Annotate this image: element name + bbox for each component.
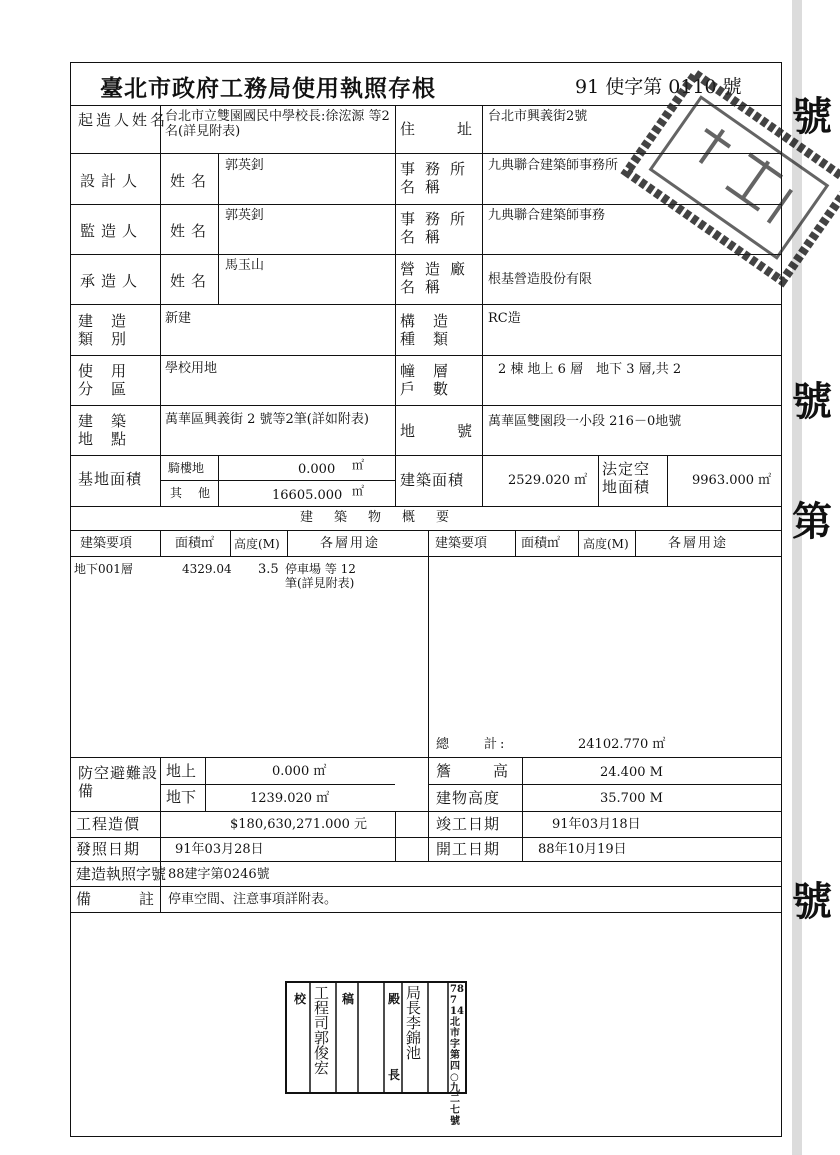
- build-type: 新建: [165, 311, 192, 326]
- lot: 萬華區雙園段一小段 216－0地號: [488, 414, 682, 429]
- right-stamp-1: 號: [792, 93, 832, 140]
- other-label: 其 他: [170, 486, 213, 500]
- col-height-left: 高度(M): [234, 537, 280, 551]
- issue-value: 91年03月28日: [175, 842, 264, 857]
- issue-label: 發照日期: [76, 840, 141, 858]
- arcade-unit: ㎡: [352, 458, 365, 472]
- right-edge-stamp: [792, 0, 840, 1155]
- building-area-label: 建築面積: [400, 471, 465, 489]
- designer-name: 郭英釗: [225, 158, 265, 173]
- height-value: 35.700 M: [600, 791, 663, 806]
- sig-col1: 校: [294, 992, 307, 1006]
- address-label: 住 址: [400, 120, 477, 138]
- arcade-label: 騎樓地: [168, 461, 205, 475]
- building-area: 2529.020 ㎡: [508, 473, 588, 488]
- col-use-left: 各層用途: [320, 536, 381, 551]
- supervisor-office-label: 事務所名稱: [400, 210, 476, 246]
- builder-label: 起造人姓名: [78, 111, 169, 129]
- floor-area: 4329.04: [182, 562, 232, 576]
- total-value: 24102.770 ㎡: [578, 737, 666, 752]
- designer-office: 九典聯合建築師事務所: [488, 158, 619, 173]
- supervisor-label: 監造人: [80, 222, 144, 240]
- sig-col4: 殿: [388, 992, 401, 1006]
- floor-name: 地下001層: [74, 562, 133, 576]
- structure: RC造: [488, 311, 521, 326]
- right-stamp-2: 號: [792, 378, 832, 425]
- sig-col2: 工程司 郭俊宏: [314, 984, 330, 1077]
- supervisor-office: 九典聯合建築師事務: [488, 208, 606, 223]
- col-item-right: 建築要項: [435, 536, 488, 551]
- above-label: 地上: [166, 762, 197, 780]
- floor-height: 3.5: [258, 562, 279, 577]
- right-stamp-5: 號: [792, 878, 832, 925]
- permit-value: 88建字第0246號: [168, 867, 270, 882]
- contractor-firm-label: 營造廠名稱: [400, 260, 476, 296]
- col-use-right: 各層用途: [668, 536, 729, 551]
- open-space: 9963.000 ㎡: [692, 473, 772, 488]
- contractor-name-label: 姓名: [170, 272, 213, 290]
- site-area-label: 基地面積: [78, 470, 143, 488]
- remark-value: 停車空間、注意事項詳附表。: [168, 892, 338, 907]
- shelter-label: 防空避難設備: [78, 764, 159, 800]
- height-label: 建物高度: [436, 789, 501, 807]
- col-area-right: 面積㎡: [521, 536, 561, 551]
- remark-label: 備 註: [76, 890, 161, 908]
- supervisor-name-label: 姓名: [170, 222, 213, 240]
- serial-number: 91 使字第 0110 號: [575, 76, 742, 98]
- cost-value: $180,630,271.000 元: [230, 817, 368, 832]
- arcade-value: 0.000: [298, 462, 336, 477]
- use-zone-label: 使用分區: [78, 362, 145, 398]
- location-label: 建築地點: [78, 412, 145, 448]
- start-value: 88年10月19日: [538, 842, 627, 857]
- col-area-left: 面積㎡: [175, 536, 215, 551]
- open-space-label: 法定空地面積: [602, 460, 651, 496]
- eave-value: 24.400 M: [600, 765, 663, 780]
- other-value: 16605.000: [272, 488, 343, 503]
- document-title: 臺北市政府工務局使用執照存根: [100, 75, 436, 102]
- below-label: 地下: [166, 788, 197, 806]
- structure-label: 構造種類: [400, 312, 467, 348]
- sig-col5: 長: [388, 1068, 401, 1082]
- sig-col3: 稿: [342, 992, 355, 1006]
- floors: 2 棟 地上 6 層 地下 3 層,共 2: [498, 362, 682, 377]
- above-value: 0.000 ㎡: [272, 764, 327, 779]
- completion-label: 竣工日期: [436, 815, 501, 833]
- contractor-name: 馬玉山: [225, 258, 265, 273]
- summary-heading: 建 築 物 概 要: [300, 510, 454, 525]
- eave-label: 簷 高: [436, 762, 513, 780]
- designer-label: 設計人: [80, 172, 144, 190]
- builder-value: 台北市立雙園國民中學校長:徐浤源 等2名(詳見附表): [165, 109, 390, 139]
- right-stamp-3: 第: [792, 498, 832, 545]
- permit-label: 建造執照字號: [76, 865, 167, 883]
- start-label: 開工日期: [436, 840, 501, 858]
- cost-label: 工程造價: [76, 815, 141, 833]
- designer-name-label: 姓名: [170, 172, 213, 190]
- designer-office-label: 事務所名稱: [400, 160, 476, 196]
- address-value: 台北市興義街2號: [488, 109, 588, 124]
- supervisor-name: 郭英釗: [225, 208, 265, 223]
- build-type-label: 建造類別: [78, 312, 145, 348]
- sig-col6: 局長 李錦池: [406, 984, 422, 1062]
- col-item-left: 建築要項: [80, 536, 133, 551]
- col-height-right: 高度(M): [583, 537, 629, 551]
- contractor-label: 承造人: [80, 272, 144, 290]
- contractor-firm: 根基營造股份有限: [488, 272, 593, 287]
- floor-use: 停車場 等 12 筆(詳見附表): [285, 562, 356, 590]
- total-label: 總 計:: [436, 737, 508, 752]
- other-unit: ㎡: [352, 484, 365, 498]
- signature-stamps: [284, 980, 468, 1127]
- floors-label: 幢層戶數: [400, 362, 467, 398]
- location: 萬華區興義街 2 號等2筆(詳如附表): [165, 412, 369, 427]
- use-zone: 學校用地: [165, 361, 218, 376]
- lot-label: 地 號: [400, 422, 477, 440]
- completion-value: 91年03月18日: [552, 817, 641, 832]
- below-value: 1239.020 ㎡: [250, 791, 330, 806]
- sig-col7: 78 7 14 北市 字第四○九二七號: [450, 984, 464, 1127]
